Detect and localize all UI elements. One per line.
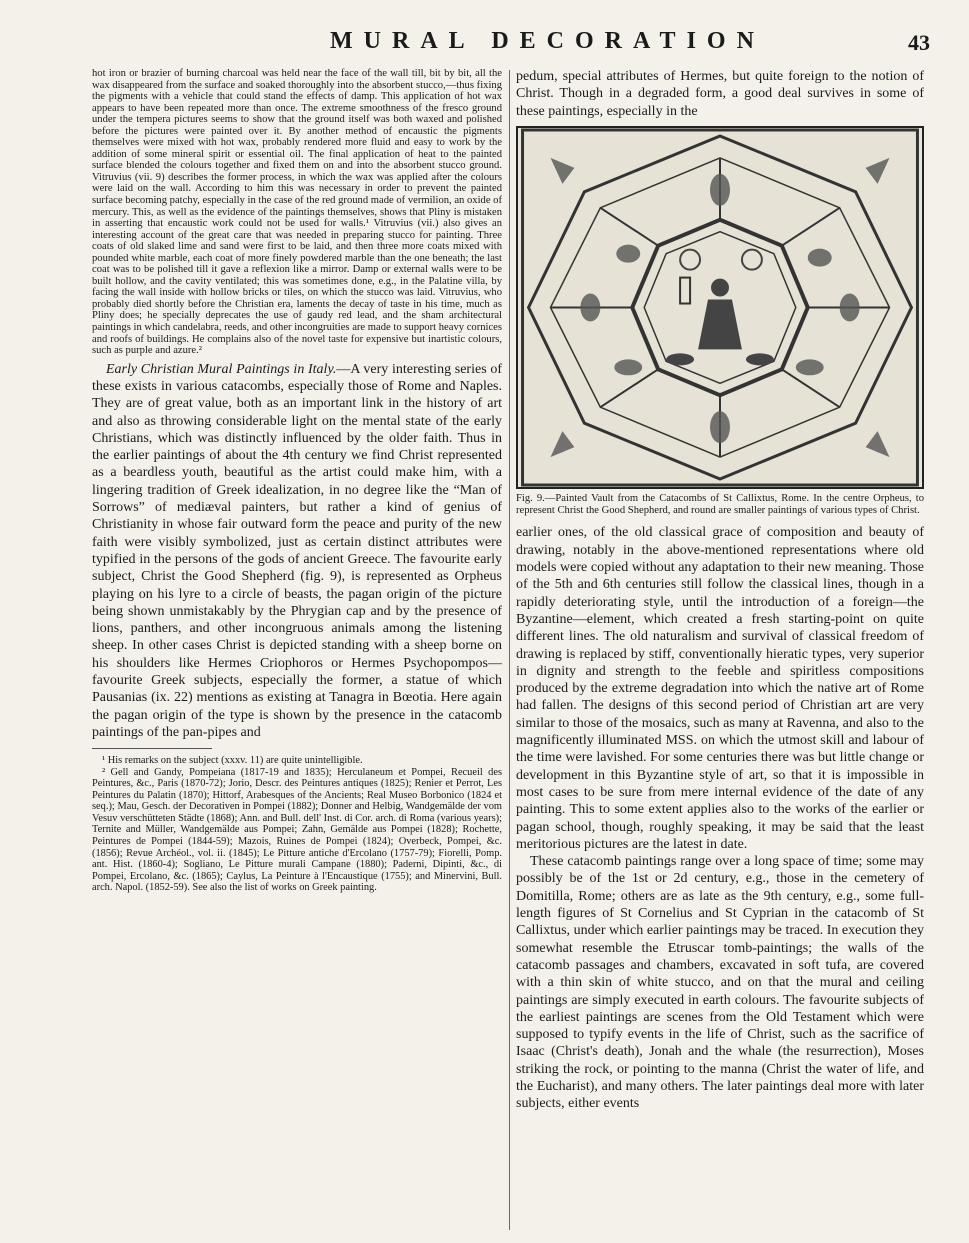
column-divider xyxy=(509,70,510,1230)
vault-illustration xyxy=(518,128,922,487)
section-text: —A very interesting series of these exists in various catacombs, especially those of Rome and Naples. They are of great value, both as an important link in the history of art and also as throwing considerable light on the mental state of the early Christians, which was distinctly influenced by the older faith. Thus in the earlier paintings of about the 4th century we find Christ represented as a beardless youth, beautiful as the artist could make him, with a lingering tradition of Greek idealization, in no degree like the “Man of Sorrows” of mediæval painters, but rather a kind of genius of Christianity in whose fair outward form the peace and purity of the new faith were visibly symbolized, just as certain distinct attributes were typified in the persons of the gods of ancient Greece. The favourite early subject, Christ the Good Shepherd (fig. 9), is represented as Orpheus playing on his lyre to a circle of beasts, the pagan origin of the picture being shown unmistakably by the Phrygian cap and by the presence of lions, panthers, and other incongruous animals among the listening sheep. In other cases Christ is depicted standing with a sheep borne on his shoulders like Hermes Criophoros or Hermes Psychopompos—favourite Greek subjects, especially the former, a statue of which Pausanias (ix. 22) mentions as existing at Tanagra in Bœotia. Here again the pagan origin of the type is shown by the presence in the catacomb paintings of the pan-pipes and xyxy=(92,361,502,740)
footnote-rule xyxy=(92,748,212,749)
footnote-1: ¹ His remarks on the subject (xxxv. 11) are quite unintelligible. xyxy=(102,755,363,767)
page-number: 43 xyxy=(908,30,930,55)
encaustic-paragraph: hot iron or brazier of burning charcoal was held near the face of the wall till, bit by bit, all the wax disappeared from the surface and soaked thoroughly into the absorbent stucco,—thus fixing the pigments with a vehicle that could stand the effects of damp. This application of hot wax appears to have been repeated more than once. The extreme smoothness of the fresco ground under the tempera pictures seems to show that the ground itself was both waxed and polished before the pictures were painted over it. By another method of encaustic the pigments themselves were mixed with hot wax, probably rendered more fluid and easy to work by the addition of some mineral spirit or essential oil. The final application of heat to the painted surface blended the colours together and fixed them on and into the absorbent stucco ground. Vitruvius (vii. 9) describes the former process, in which the wax was applied after the colours were laid on the wall. According to him this was necessary in order to prevent the painted surface becoming patchy, especially in the case of the red ground made of vermilion, an oxide of mercury. This, as well as the evidence of the paintings themselves, shows that Pliny is mistaken in asserting that encaustic work could not be used for walls.¹ Vitruvius (vii.) also gives an interesting account of the great care that was needed in preparing stucco for painting. Three coats of old slaked lime and sand were first to be laid, and then three more coats mixed with pounded white marble, each coat of more finely powdered marble than the one beneath; the last coat was to be polished till it gave a reflexion like a mirror. Damp or external walls were to be built hollow, and the cavity ventilated; this was sometimes done, e.g., in the Palatine villa, by facing the wall inside with hollow bricks or tiles, on which the stucco was laid. Vitruvius, who probably died shortly before the Christian era, laments the decay of taste in his time, much as Pliny does; he specially deprecates the use of gaudy red lead, and the sham architectural paintings in which candelabra, reeds, and other incongruities are made to support heavy cornices and roofs of buildings. He complains also of the novel taste for expensive but inartistic colours, such as purple and azure.² xyxy=(92,68,502,357)
figure-caption: Fig. 9.—Painted Vault from the Catacombs of St Callixtus, Rome. In the centre Orpheus, to represent Christ the Good Shepherd, and round are smaller paintings of various types of Christ. xyxy=(516,492,924,516)
byzantine-paragraph: earlier ones, of the old classical grace of composition and beauty of drawing, notably in the above-mentioned representations where old models were copied without any adaptation to their new meaning. Those of the 5th and 6th centuries still follow the classical lines, though in a rapidly deteriorating style, until the introduction of a foreign—the Byzantine—element, which created a fresh starting-point on quite different lines. The old naturalism and survival of classical freedom of drawing is replaced by stiff, conventionally hieratic types, very superior in dignity and strength to the feeble and spiritless compositions produced by the extreme degradation into which the native art of Rome had fallen. The designs of this second period of Christian art are very similar to those of the mosaics, such as many at Ravenna, and also to the magnificently illuminated MSS. on which the utmost skill and labour of the time were lavished. For some centuries there was but little change or development in this Byzantine style of art, so that it is impossible in most cases to be sure from mere internal evidence of the date of any painting. This to some extent applies also to the works of the earlier or pagan school, though, roughly speaking, it may be said that the least meritorious pictures are the latest in date. xyxy=(516,525,924,852)
right-top-paragraph: pedum, special attributes of Hermes, but quite foreign to the notion of Christ. Though in a degraded form, a good deal survives in some of these paintings, especially in the xyxy=(516,69,924,119)
early-christian-paragraph xyxy=(92,361,502,742)
figure-painted-vault xyxy=(516,126,924,489)
left-column xyxy=(92,68,502,894)
page-header xyxy=(60,28,930,64)
running-title: MURAL DECORATION xyxy=(330,28,765,54)
section-heading: Early Christian Mural Paintings in Italy. xyxy=(106,361,337,377)
footnote-2: ² Gell and Gandy, Pompeiana (1817-19 and 1835); Herculaneum et Pompei, Recueil des Peintures, &c., Paris (1870-72); Jorio, Descr. des Peintures antiques (1825); Renier et Perrot, Les Peintures du Palatin (1870); Hittorf, Arabesques of the Ancients; Real Museo Borbonico (1824 et seq.); Mau, Gesch. der Decorativen in Pompei (1882); Donner and Helbig, Wandgemälde der vom Vesuv verschütteten Städte (1868); Ann. and Bull. dell' Inst. di Cor. arch. di Roma (various years); Ternite and Müller, Wandgemälde aus Pompei; Zahn, Gemälde aus Pompei (1828); Rochette, Peintures de Pompei (1844-59); Mazois, Ruines de Pompei (1824); Overbeck, Pompei, &c. (1856); Revue Archéol., vol. ii. (1845); Le Pitture antiche d'Ercolano (1757-79); Fiorelli, Pomp. ant. Hist. (1860-4); Sogliano, Le Pitture murali Campane (1880); Paderni, Dipinti, &c., di Pompei, Ercolano, &c. (1865); Caylus, La Peinture à l'Encaustique (1755); and Minervini, Bull. arch. Napol. (1852-59). See also the list of works on Greek painting. xyxy=(92,766,502,894)
catacomb-paragraph: These catacomb paintings range over a long space of time; some may possibly be of the 1st or 2d century, e.g., those in the cemetery of Domitilla, Rome; others are as late as the 9th century, e.g., some full-length figures of St Cornelius and St Cyprian in the catacomb of St Callixtus, under which earlier paintings may be traced. In execution they somewhat resemble the Etruscar tomb-paintings; the walls of the catacomb passages and chambers, excavated in soft tufa, are covered with a thin skin of white stucco, and on that the mural and ceiling paintings are simply executed in earth colours. The favourite subjects of the earliest paintings are scenes from the Old Testament which were supposed to typify events in the life of Christ, such as the sacrifice of Isaac (Christ's death), Jonah and the whale (the resurrection), Moses striking the rock, or pointing to the manna (Christ the water of life, and the Eucharist), and many others. The later paintings deal more with later subjects, either events xyxy=(516,854,924,1112)
right-column xyxy=(516,68,924,1113)
